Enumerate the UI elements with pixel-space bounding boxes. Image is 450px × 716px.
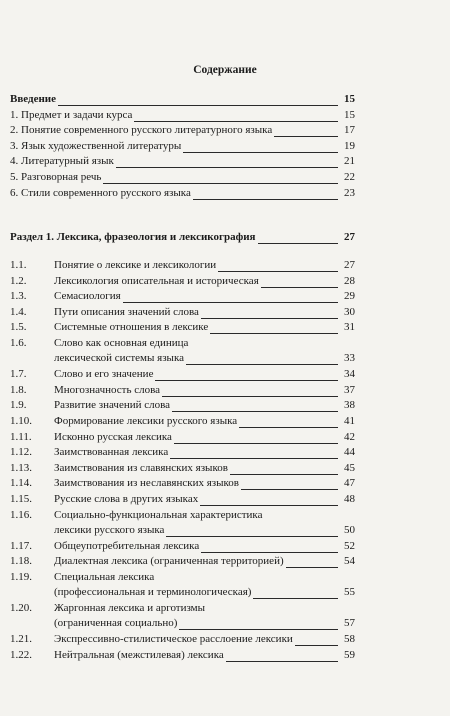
- toc-entry: [10, 336, 360, 366]
- toc-entry: [10, 170, 360, 185]
- leader-line: [226, 661, 338, 662]
- toc-entry: [10, 383, 360, 398]
- entry-title: Семасиология: [54, 290, 121, 303]
- entry-title: Заимствования из славянских языков: [54, 461, 228, 474]
- leader-line: [186, 364, 338, 365]
- entry-title: Системные отношения в лексике: [54, 321, 209, 334]
- toc-entry: [10, 492, 360, 507]
- entry-title: Заимствованная лексика: [54, 446, 169, 459]
- toc-entry: [10, 305, 360, 320]
- entry-title: Диалектная лексика (ограниченная территорией): [54, 555, 284, 568]
- entry-number: 1.3.: [10, 290, 27, 303]
- entry-number: 1.13.: [10, 461, 32, 474]
- entry-title-continued: (ограниченная социально): [54, 617, 178, 630]
- entry-number: 1.16.: [10, 508, 32, 521]
- entry-title: Введение: [10, 93, 57, 105]
- entry-number: 1.9.: [10, 399, 27, 412]
- leader-line: [201, 552, 338, 553]
- entry-number: 1.21.: [10, 633, 32, 646]
- toc-entry: [10, 108, 360, 123]
- entry-number: 1.17.: [10, 539, 32, 552]
- section-entry: [10, 230, 360, 245]
- leader-line: [239, 427, 338, 428]
- page-number: 41: [344, 415, 355, 427]
- leader-line: [230, 474, 338, 475]
- toc-entry: [10, 367, 360, 382]
- page-number: 28: [344, 274, 355, 287]
- entry-title: Специальная лексика: [54, 571, 155, 583]
- leader-line: [286, 567, 338, 568]
- toc-entry: [10, 186, 360, 201]
- leader-line: [241, 489, 338, 490]
- leader-line: [274, 136, 338, 137]
- leader-line: [123, 302, 338, 303]
- entry-title: Пути описания значений слова: [54, 305, 199, 318]
- toc-entry: [10, 154, 360, 169]
- entry-title: 3. Язык художественной литературы: [10, 139, 182, 152]
- entry-number: 1.4.: [10, 305, 27, 318]
- entry-title: Русские слова в других языках: [54, 493, 199, 505]
- page-number: 15: [344, 93, 355, 105]
- entry-title: Общеупотребительная лексика: [54, 539, 200, 552]
- leader-line: [201, 318, 338, 319]
- entry-title: 1. Предмет и задачи курса: [10, 108, 133, 121]
- leader-line: [172, 411, 338, 412]
- entry-title: Лексикология описательная и историческая: [54, 274, 259, 287]
- entry-number: 1.14.: [10, 477, 32, 490]
- page-number: 50: [344, 523, 355, 536]
- page-number: 19: [344, 139, 355, 152]
- entry-title: Заимствования из неславянских языков: [54, 477, 239, 490]
- entry-title: Слово как основная единица: [54, 337, 189, 349]
- leader-line: [162, 396, 338, 397]
- page-number: 22: [344, 171, 355, 183]
- toc-entry: [10, 289, 360, 304]
- toc-entry: [10, 274, 360, 289]
- leader-line: [183, 152, 338, 153]
- leader-line: [134, 121, 338, 122]
- entry-number: 1.1.: [10, 259, 27, 271]
- page-number: 29: [344, 290, 355, 303]
- page-number: 52: [344, 539, 355, 552]
- entry-title: Развитие значений слова: [54, 399, 171, 412]
- leader-line: [103, 183, 338, 184]
- entry-number: 1.5.: [10, 321, 27, 334]
- entry-number: 1.12.: [10, 446, 32, 459]
- entry-title: 5. Разговорная речь: [10, 171, 102, 183]
- page-number: 38: [344, 399, 355, 412]
- entry-title: Жаргонная лексика и арготизмы: [54, 602, 206, 615]
- page-number: 27: [344, 259, 355, 271]
- leader-line: [253, 598, 338, 599]
- toc-entry: [10, 258, 360, 273]
- entry-number: 1.15.: [10, 493, 32, 505]
- toc-entry: [10, 430, 360, 445]
- page-number: 58: [344, 633, 355, 646]
- page-number: 15: [344, 108, 355, 121]
- page-number: 45: [344, 461, 355, 474]
- entry-number: 1.6.: [10, 337, 27, 349]
- leader-line: [155, 380, 338, 381]
- toc-entry: [10, 508, 360, 538]
- page-number: 48: [344, 493, 355, 505]
- page-number: 27: [344, 231, 355, 243]
- page-number: 57: [344, 617, 355, 630]
- page-number: 23: [344, 186, 355, 199]
- leader-line: [116, 167, 338, 168]
- leader-line: [261, 287, 338, 288]
- entry-title-continued: (профессиональная и терминологическая): [54, 586, 252, 598]
- leader-line: [193, 199, 338, 200]
- entry-title: Понятие о лексике и лексикологии: [54, 259, 217, 271]
- page-number: 30: [344, 305, 355, 318]
- entry-title: Экспрессивно-стилистическое расслоение лексики: [54, 633, 293, 646]
- page-number: 54: [344, 555, 355, 568]
- leader-line: [295, 645, 338, 646]
- entry-title: Нейтральная (межстилевая) лексика: [54, 649, 224, 661]
- entry-number: 1.22.: [10, 649, 32, 661]
- leader-line: [58, 105, 338, 106]
- page-number: 33: [344, 352, 355, 364]
- page-number: 21: [344, 155, 355, 168]
- toc-entry: [10, 398, 360, 413]
- toc-entry: [10, 92, 360, 107]
- toc-entry: [10, 570, 360, 600]
- leader-line: [179, 629, 338, 630]
- page-number: 34: [344, 368, 355, 381]
- leader-line: [200, 505, 338, 506]
- toc-entry: [10, 648, 360, 663]
- leader-line: [170, 458, 338, 459]
- entry-number: 1.20.: [10, 602, 32, 615]
- entry-number: 1.18.: [10, 555, 32, 568]
- page-number: 44: [344, 446, 355, 459]
- entry-number: 1.2.: [10, 274, 27, 287]
- toc-entry: [10, 461, 360, 476]
- entry-title-continued: лексики русского языка: [54, 523, 165, 536]
- entry-title: 4. Литературный язык: [10, 155, 114, 168]
- page-number: 59: [344, 649, 355, 661]
- entry-title: Многозначность слова: [54, 383, 161, 396]
- entry-title: Исконно русская лексика: [54, 430, 172, 443]
- leader-line: [218, 271, 338, 272]
- entry-number: 1.19.: [10, 571, 32, 583]
- entry-title-continued: лексической системы языка: [54, 352, 185, 364]
- page-number: 47: [344, 477, 355, 490]
- page-number: 55: [344, 586, 355, 598]
- page-number: 42: [344, 430, 355, 443]
- page-number: 31: [344, 321, 355, 334]
- leader-line: [210, 333, 338, 334]
- entry-title: 6. Стили современного русского языка: [10, 186, 191, 199]
- toc-entry: [10, 539, 360, 554]
- toc-entry: [10, 123, 360, 138]
- entry-number: 1.8.: [10, 383, 27, 396]
- page-title: Содержание: [193, 64, 257, 76]
- toc-entry: [10, 320, 360, 335]
- page-number: 37: [344, 383, 355, 396]
- leader-line: [166, 536, 338, 537]
- toc-entry: [10, 601, 360, 631]
- entry-title: Формирование лексики русского языка: [54, 415, 238, 427]
- entry-title: 2. Понятие современного русского литературного языка: [10, 124, 273, 137]
- entry-title: Раздел 1. Лексика, фразеология и лексикография: [10, 231, 256, 243]
- toc-entry: [10, 414, 360, 429]
- entry-number: 1.7.: [10, 368, 27, 381]
- page-number: 17: [344, 124, 355, 137]
- entry-number: 1.11.: [10, 430, 32, 443]
- entry-title: Социально-функциональная характеристика: [54, 508, 263, 521]
- entry-number: 1.10.: [10, 415, 32, 427]
- toc-entry: [10, 445, 360, 460]
- toc-entry: [10, 554, 360, 569]
- toc-entry: [10, 139, 360, 154]
- toc-entry: [10, 476, 360, 491]
- leader-line: [174, 443, 338, 444]
- leader-line: [258, 243, 339, 244]
- entry-title: Слово и его значение: [54, 368, 154, 381]
- toc-entry: [10, 632, 360, 647]
